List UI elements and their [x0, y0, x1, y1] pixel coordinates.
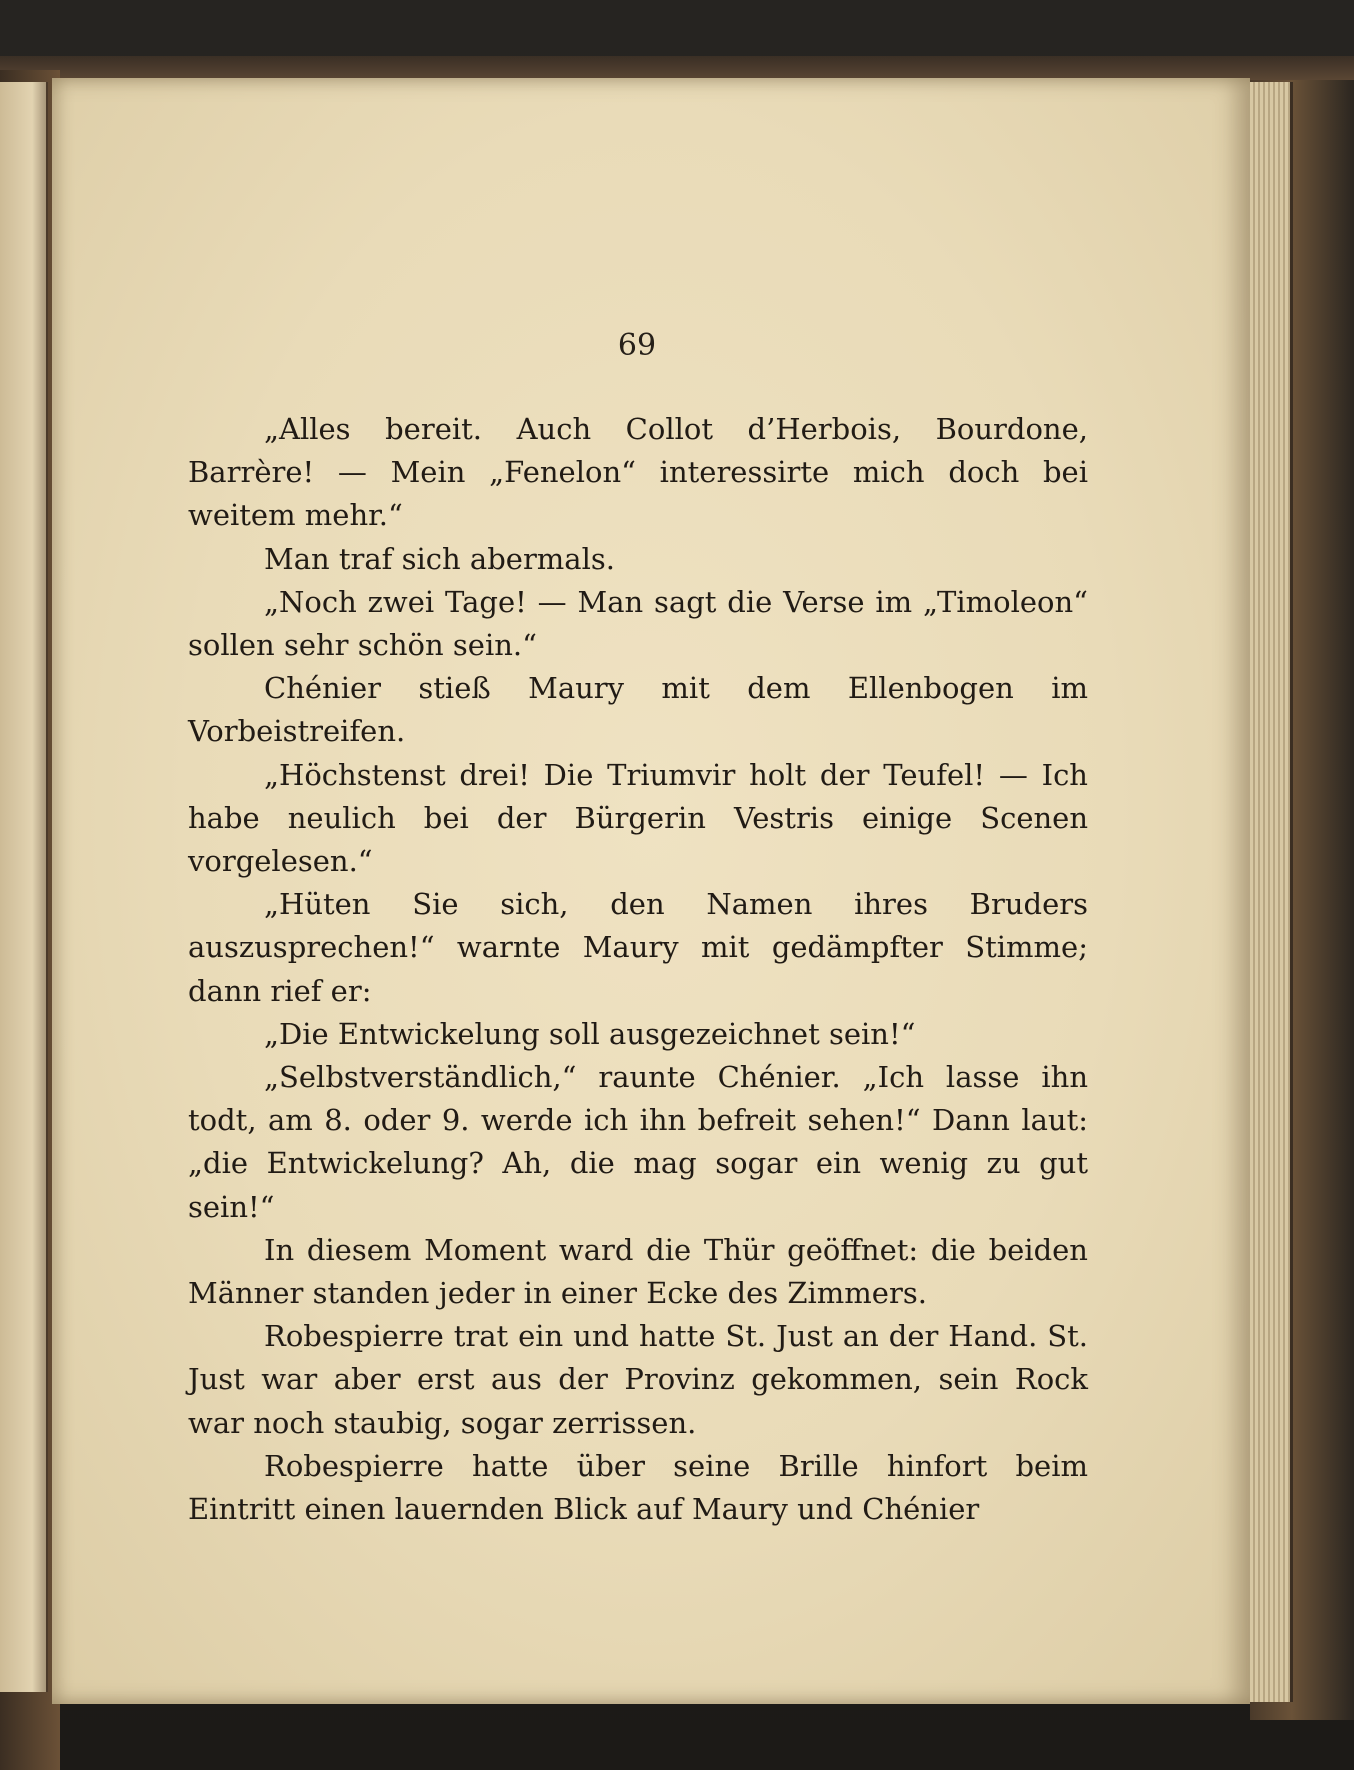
paragraph-8: „Selbstverständlich,“ raunte Chénier. „Ich lasse ihn todt, am 8. oder 9. werde ich ihn befreit sehen!“ Dann laut: „die Entwickelung? Ah, die mag sogar ein wenig zu gut sein!“ — [188, 1060, 1088, 1224]
book-page — [52, 78, 1250, 1704]
paragraph-9: In diesem Moment ward die Thür geöffnet: die beiden Männer standen jeder in einer Ecke des Zimmers. — [188, 1232, 1088, 1311]
facing-page-edge — [0, 82, 48, 1692]
paragraph-11: Robespierre hatte über seine Brille hinfort beim Eintritt einen lauernden Blick auf Maury und Chénier — [188, 1448, 1088, 1527]
paragraph-4: Chénier stieß Maury mit dem Ellenbogen im Vorbeistreifen. — [188, 671, 1088, 749]
page-number: 69 — [617, 328, 657, 363]
paragraph-2: Man traf sich abermals. — [264, 541, 615, 576]
paragraph-7: „Die Entwickelung soll ausgezeichnet sein!“ — [264, 1016, 916, 1051]
paragraph-1: „Alles bereit. Auch Collot d’Herbois, Bourdone, Barrère! — Mein „Fenelon“ interessirte mich doch bei weitem mehr.“ — [188, 412, 1088, 533]
paragraph-6: „Hüten Sie sich, den Namen ihres Bruders auszusprechen!“ warnte Maury mit gedämpfter Stimme; dann rief er: — [188, 887, 1088, 1008]
paragraph-10: Robespierre trat ein und hatte St. Just an der Hand. St. Just war aber erst aus der Provinz gekommen, sein Rock war noch staubig, sogar zerrissen. — [188, 1319, 1088, 1440]
paragraph-5: „Höchstenst drei! Die Triumvir holt der Teufel! — Ich habe neulich bei der Bürgerin Vestris einige Scenen vorgelesen.“ — [188, 757, 1088, 879]
body-text — [188, 408, 1088, 1531]
paragraph-3: „Noch zwei Tage! — Man sagt die Verse im „Timoleon“ sollen sehr schön sein.“ — [188, 584, 1088, 663]
